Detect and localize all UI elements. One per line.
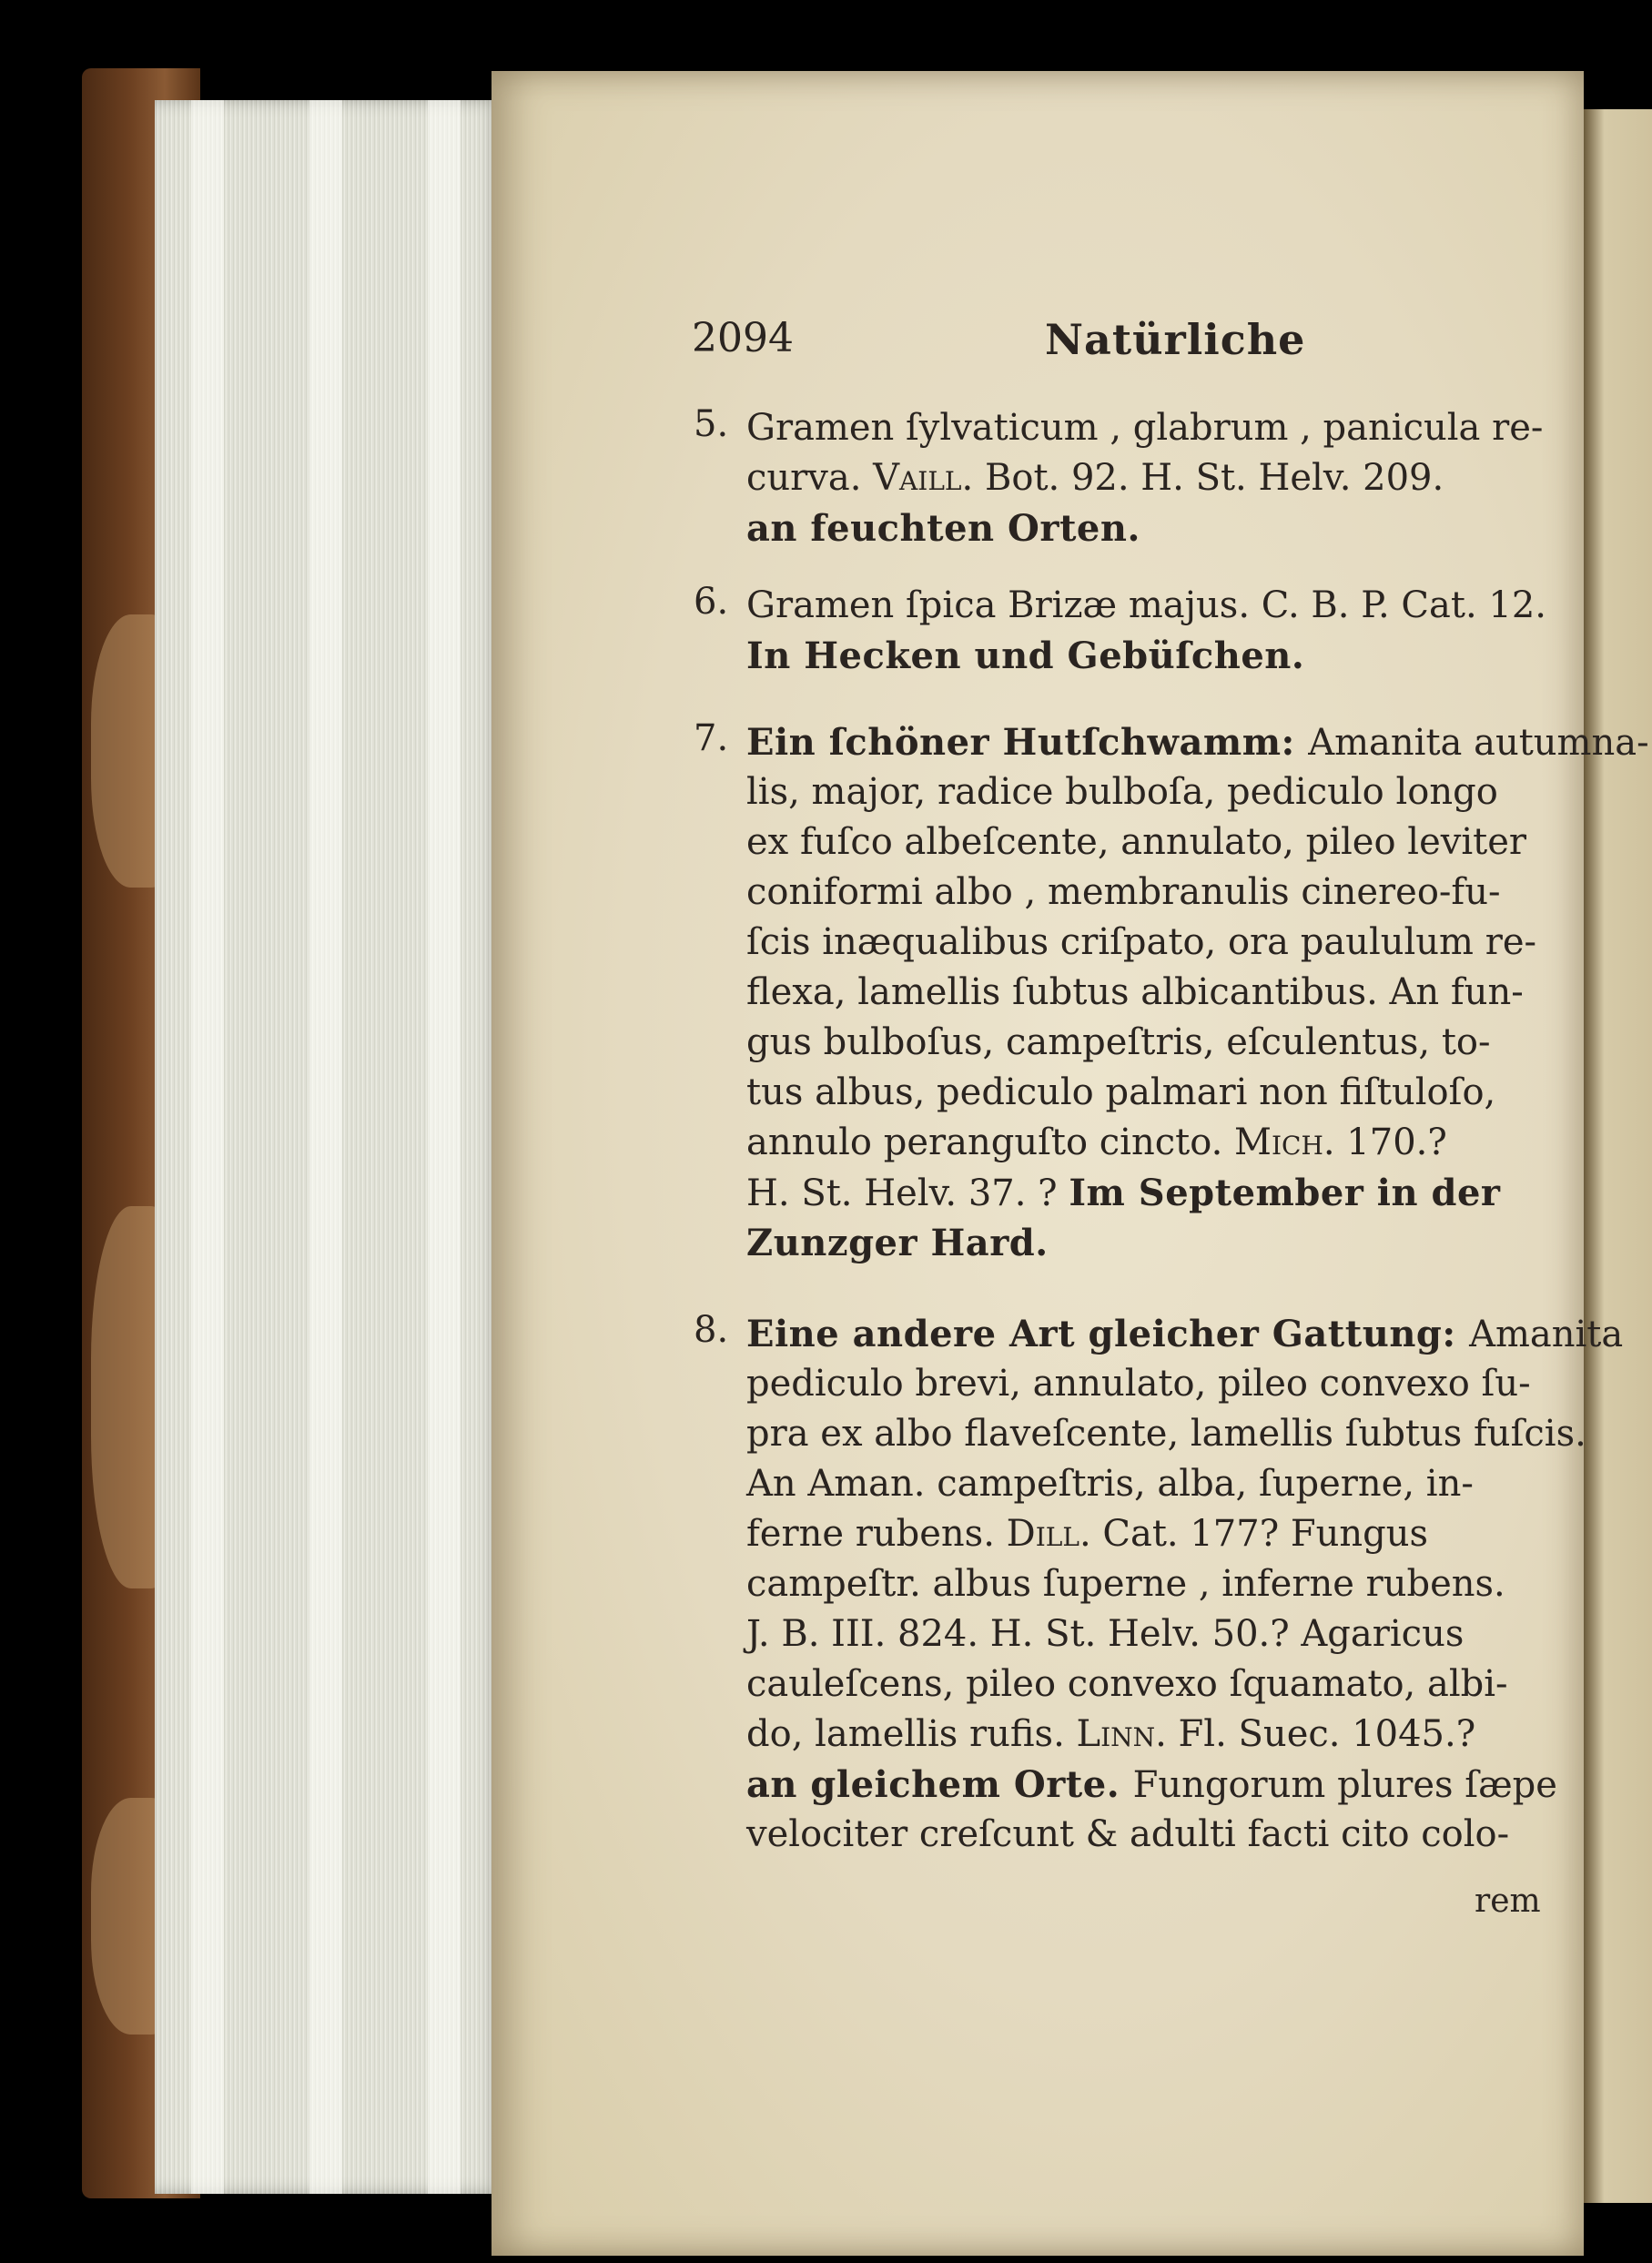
latin-text: curva. — [746, 457, 874, 499]
latin-text: Gramen ſpica Brizæ majus. C. B. P. Cat. 12. — [746, 584, 1547, 626]
latin-text: campeſtr. albus ſuperne , inferne rubens. — [746, 1563, 1505, 1605]
page-header — [692, 315, 1566, 370]
text-line — [746, 1359, 1584, 1409]
author-abbrev: Dill — [1006, 1513, 1079, 1555]
latin-text: ex fuſco albeſcente, annulato, pileo leviter — [746, 821, 1526, 863]
latin-text: An Aman. campeſtris, alba, ſuperne, in- — [746, 1463, 1474, 1505]
entry-number: 6. — [694, 581, 729, 623]
text-line — [746, 1168, 1584, 1218]
latin-text: lis, major, radice bulboſa, pediculo longo — [746, 771, 1498, 813]
latin-text: Fungorum plures ſæpe — [1132, 1764, 1557, 1806]
running-title: Natürliche — [1045, 315, 1306, 364]
text-line — [746, 1609, 1584, 1659]
text-line — [746, 631, 1584, 681]
text-line — [746, 1118, 1584, 1168]
text-line — [746, 1659, 1584, 1710]
latin-text: ferne rubens. — [746, 1513, 1007, 1555]
latin-text: Gramen ſylvaticum , glabrum , panicula re- — [746, 407, 1544, 449]
text-line — [746, 581, 1584, 631]
text-line — [746, 453, 1584, 503]
text-line — [746, 1459, 1584, 1509]
german-text: Zunzger Hard. — [746, 1222, 1049, 1264]
text-line — [746, 1509, 1584, 1559]
author-abbrev: Mich — [1234, 1121, 1323, 1163]
latin-text: tus albus, pediculo palmari non fiſtuloſo, — [746, 1071, 1496, 1113]
latin-text: do, lamellis rufis. — [746, 1713, 1077, 1755]
german-text: In Hecken und Gebüſchen. — [746, 634, 1305, 677]
latin-text: pediculo brevi, annulato, pileo convexo ſu- — [746, 1363, 1531, 1405]
latin-text: flexa, lamellis ſubtus albicantibus. An fun- — [746, 971, 1524, 1013]
text-line — [746, 1309, 1624, 1359]
german-text: an feuchten Orten. — [746, 507, 1140, 550]
latin-text: gus bulboſus, campeſtris, eſculentus, to- — [746, 1021, 1491, 1063]
text-line — [746, 1559, 1584, 1609]
latin-text: . Bot. 92. H. St. Helv. 209. — [961, 457, 1444, 499]
facing-page-edge — [1584, 109, 1652, 2203]
text-line — [746, 1760, 1584, 1810]
latin-text: . 170.? — [1323, 1121, 1447, 1163]
page-edges — [155, 100, 501, 2194]
latin-text: ſcis inæqualibus criſpato, ora paululum re- — [746, 921, 1537, 963]
text-line — [746, 1018, 1584, 1068]
latin-text: . Cat. 177? Fungus — [1079, 1513, 1429, 1555]
latin-text: velociter creſcunt & adulti facti cito colo- — [746, 1813, 1510, 1855]
text-line — [746, 503, 1584, 553]
book-page — [492, 71, 1649, 2256]
german-text: Ein ſchöner Hutſchwamm: — [746, 721, 1309, 764]
entry-text — [746, 717, 1649, 1268]
catchword: rem — [1475, 1882, 1541, 1920]
entry-text — [746, 403, 1584, 553]
latin-text: cauleſcens, pileo convexo ſquamato, albi- — [746, 1663, 1508, 1705]
latin-text: coniformi albo , membranulis cinereo-fu- — [746, 871, 1501, 913]
text-line — [746, 403, 1584, 453]
latin-text: Amanita autumna- — [1308, 722, 1649, 764]
text-line — [746, 868, 1584, 918]
entry-text — [746, 1309, 1624, 1860]
latin-text: . Fl. Suec. 1045.? — [1155, 1713, 1476, 1755]
text-line — [746, 1710, 1584, 1760]
text-line — [746, 1409, 1584, 1459]
latin-text: Amanita — [1469, 1314, 1624, 1355]
text-line — [746, 1068, 1584, 1118]
latin-text: pra ex albo flaveſcente, lamellis ſubtus fuſcis. — [746, 1413, 1586, 1455]
entry-number: 8. — [694, 1309, 729, 1351]
text-line — [746, 767, 1584, 817]
german-text: an gleichem Orte. — [746, 1763, 1133, 1806]
german-text: Eine andere Art gleicher Gattung: — [746, 1313, 1470, 1355]
text-line — [746, 1810, 1584, 1860]
text-line — [746, 817, 1584, 868]
text-line — [746, 918, 1584, 968]
latin-text: J. B. III. 824. H. St. Helv. 50.? Agaricus — [746, 1613, 1465, 1655]
author-abbrev: Vaill — [873, 457, 962, 499]
author-abbrev: Linn — [1076, 1713, 1156, 1755]
latin-text: H. St. Helv. 37. ? — [746, 1172, 1069, 1214]
german-text: Im September in der — [1069, 1172, 1501, 1214]
page-number: 2094 — [692, 315, 794, 361]
text-line — [746, 968, 1584, 1018]
entry-text — [746, 581, 1584, 681]
page-content — [492, 71, 1649, 2256]
latin-text: annulo peranguſto cincto. — [746, 1121, 1235, 1163]
text-line — [746, 717, 1649, 767]
entry-number: 5. — [694, 403, 729, 445]
text-line — [746, 1218, 1584, 1268]
entry-number: 7. — [694, 717, 729, 759]
